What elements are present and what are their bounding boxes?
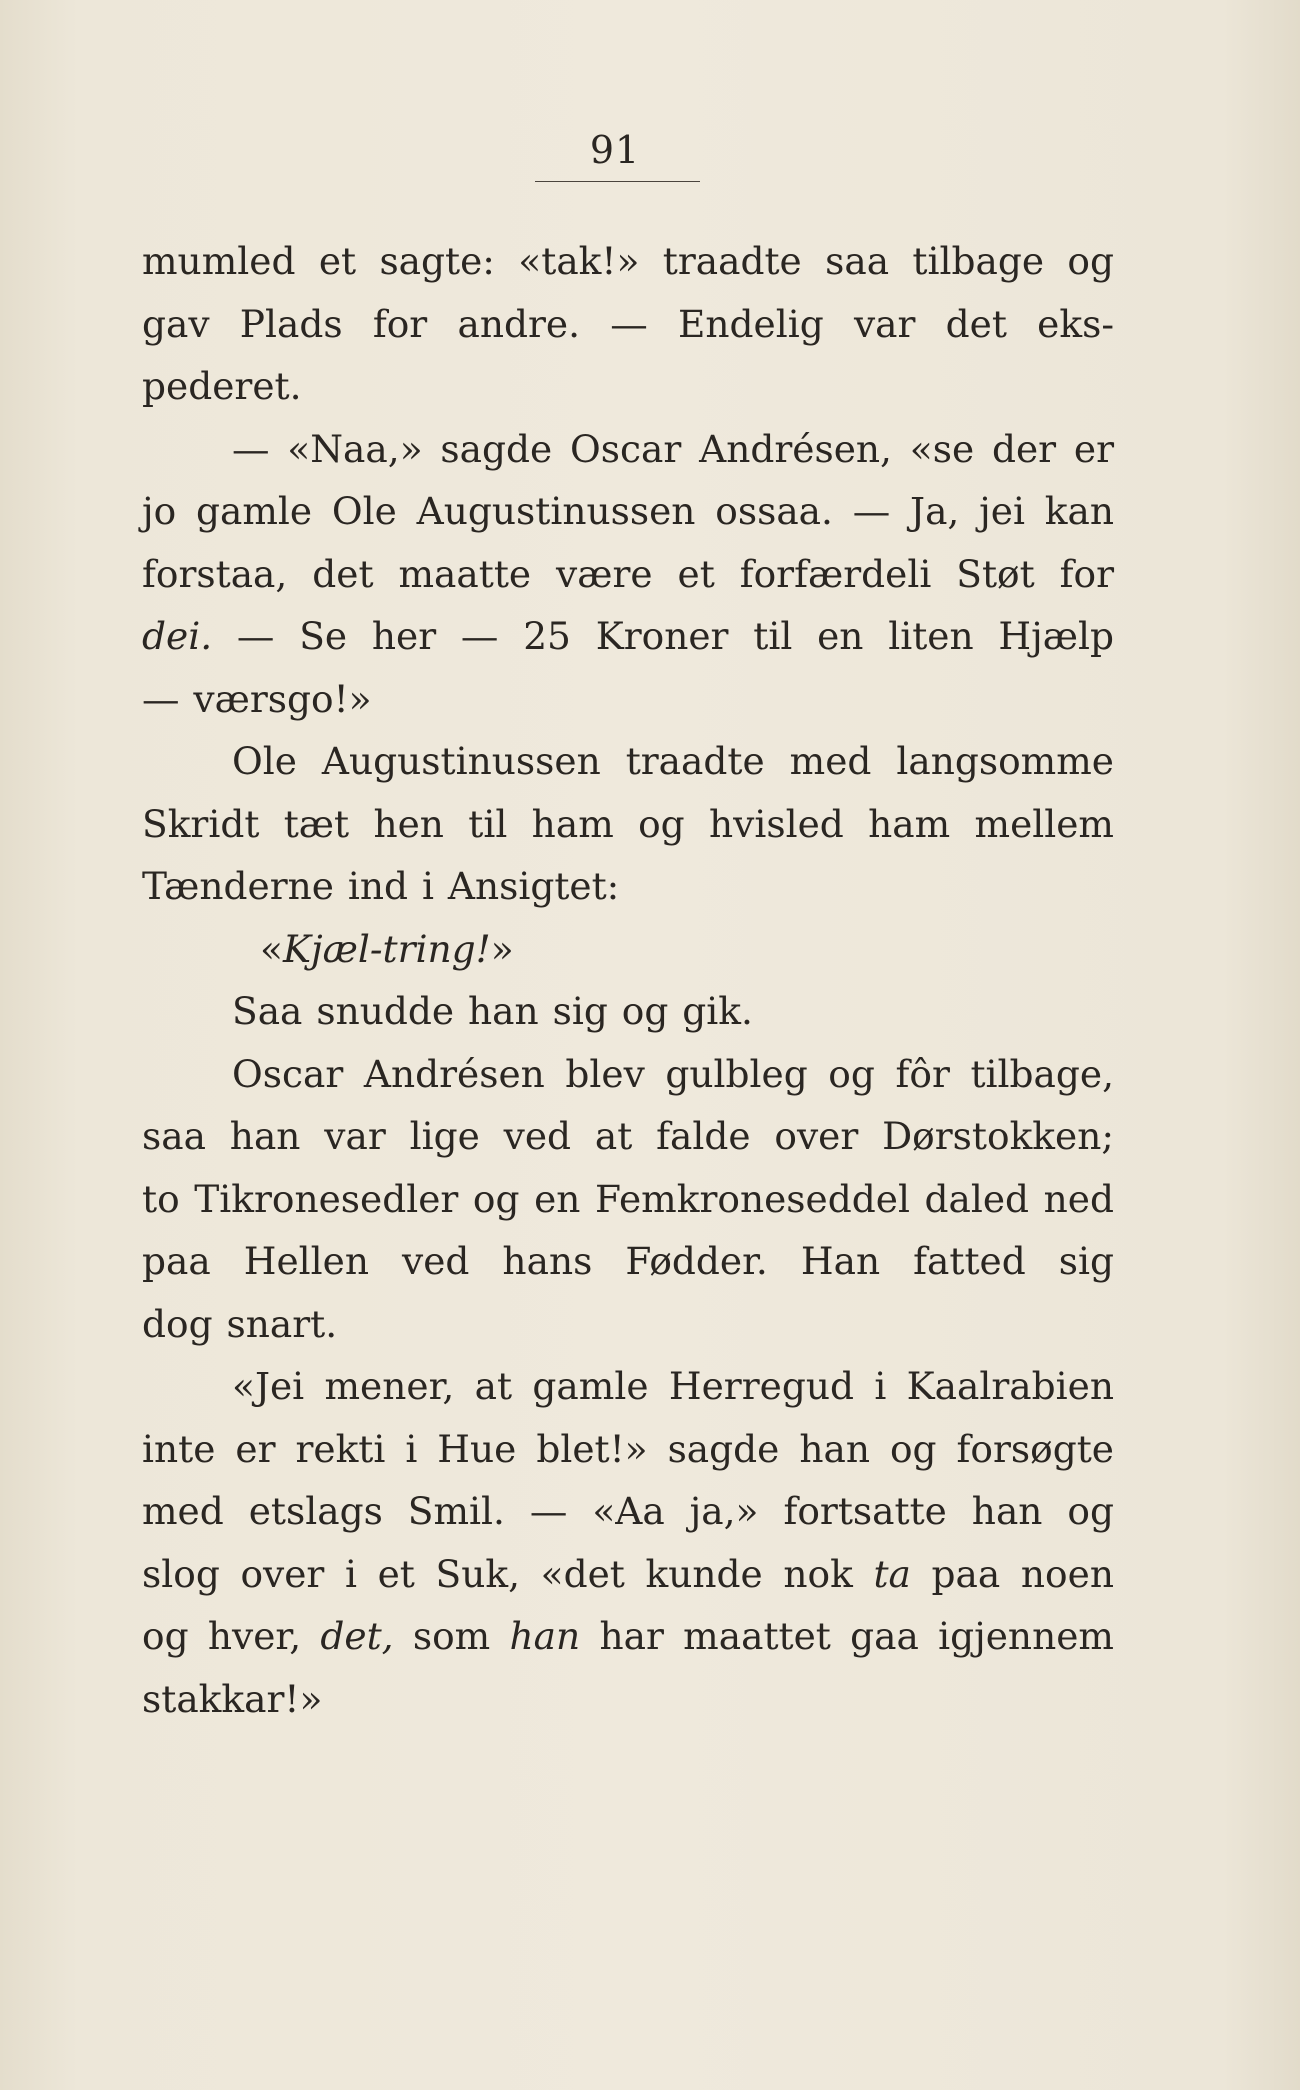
- text-segment: slog over i et Suk, «det kunde nok: [142, 1551, 874, 1596]
- text-line: [142, 918, 1114, 981]
- text-line: [142, 1293, 1114, 1356]
- text-line: [142, 1480, 1114, 1543]
- text-segment: dog snart.: [142, 1301, 338, 1346]
- text-line: [142, 605, 1114, 668]
- italic-text: han: [509, 1614, 581, 1658]
- italic-text: dei.: [142, 614, 213, 658]
- text-line: [142, 793, 1114, 856]
- text-segment: mumled et sagte: «tak!» traadte saa tilbage og: [142, 239, 1114, 283]
- text-line: [142, 1105, 1114, 1168]
- text-line: [142, 543, 1114, 606]
- text-line: [142, 1168, 1114, 1231]
- text-segment: har maattet gaa igjennem: [580, 1614, 1114, 1658]
- text-segment: Tænderne ind i Ansigtet:: [142, 864, 620, 908]
- text-line: [142, 1355, 1114, 1418]
- text-segment: — Se her — 25 Kroner til en liten Hjælp: [212, 614, 1114, 658]
- text-segment: »: [490, 926, 514, 971]
- text-line: [142, 293, 1114, 356]
- text-segment: — «Naa,» sagde Oscar Andrésen, «se der er: [232, 426, 1114, 471]
- text-segment: paa Hellen ved hans Fødder. Han fatted sig: [142, 1239, 1114, 1283]
- text-line: [142, 1668, 1114, 1731]
- text-segment: Skridt tæt hen til ham og hvisled ham mellem: [142, 801, 1114, 846]
- text-line: [142, 230, 1114, 293]
- text-line: [142, 668, 1114, 731]
- text-line: [142, 1043, 1114, 1106]
- header-rule: [535, 181, 700, 182]
- body-text: [142, 230, 1114, 1730]
- text-segment: — værsgo!»: [142, 676, 372, 721]
- text-line: [142, 355, 1114, 418]
- text-line: [142, 1543, 1114, 1606]
- text-segment: pederet.: [142, 364, 302, 408]
- text-line: [142, 480, 1114, 543]
- text-segment: Saa snudde han sig og gik.: [232, 989, 753, 1033]
- text-segment: Oscar Andrésen blev gulbleg og fôr tilbage,: [232, 1051, 1114, 1096]
- text-segment: inte er rekti i Hue blet!» sagde han og forsøgte: [142, 1426, 1114, 1471]
- text-segment: «: [260, 926, 283, 971]
- text-segment: «Jei mener, at gamle Herregud i Kaalrabien: [232, 1364, 1114, 1408]
- text-line: [142, 1230, 1114, 1293]
- text-line: [142, 730, 1114, 793]
- text-segment: jo gamle Ole Augustinussen ossaa. — Ja, jei kan: [142, 489, 1114, 533]
- text-segment: stakkar!»: [142, 1676, 323, 1721]
- page-number: 91: [589, 128, 641, 172]
- text-line: [142, 980, 1114, 1043]
- text-line: [142, 1418, 1114, 1481]
- text-segment: som: [393, 1614, 510, 1658]
- text-segment: med etslags Smil. — «Aa ja,» fortsatte han og: [142, 1489, 1114, 1533]
- italic-text: det,: [320, 1614, 394, 1658]
- text-segment: forstaa, det maatte være et forfærdeli Støt for: [142, 551, 1114, 596]
- text-line: [142, 855, 1114, 918]
- text-segment: saa han var lige ved at falde over Dørstokken;: [142, 1114, 1114, 1158]
- text-line: [142, 418, 1114, 481]
- text-segment: paa noen: [910, 1551, 1114, 1596]
- italic-text: Kjæl-tring!: [282, 926, 491, 971]
- text-segment: gav Plads for andre. — Endelig var det eks-: [142, 301, 1114, 346]
- italic-text: ta: [873, 1551, 911, 1596]
- text-segment: og hver,: [142, 1614, 321, 1658]
- text-line: [142, 1605, 1114, 1668]
- text-segment: to Tikronesedler og en Femkroneseddel daled ned: [142, 1176, 1114, 1221]
- text-segment: Ole Augustinussen traadte med langsomme: [232, 739, 1114, 783]
